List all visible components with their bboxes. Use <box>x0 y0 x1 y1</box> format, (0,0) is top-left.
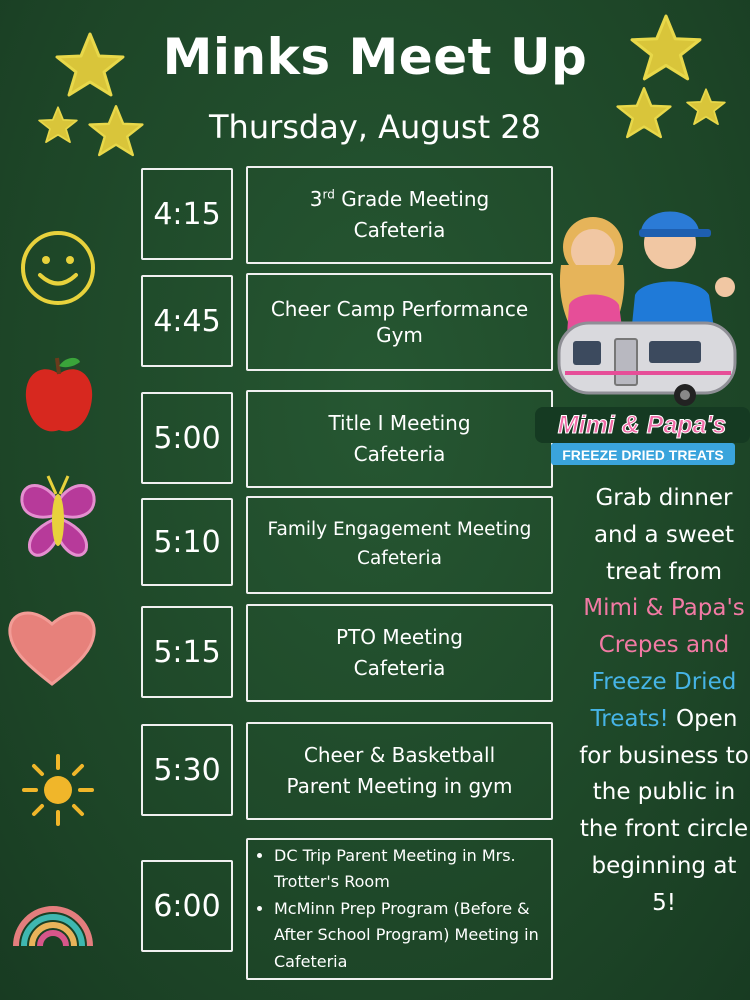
promo-vendor-name: Mimi & Papa's Crepes and <box>583 595 745 659</box>
butterfly-icon <box>16 472 100 564</box>
event-title: Cheer & Basketball <box>303 743 496 767</box>
time-box <box>141 275 233 367</box>
promo-details: Open for business to the public in the front circle beginning at 5! <box>579 705 749 916</box>
apple-icon <box>22 352 96 438</box>
event-box <box>246 166 553 264</box>
event-box <box>246 604 553 702</box>
sun-icon <box>18 748 98 828</box>
event-date: Thursday, August 28 <box>208 108 541 146</box>
event-location: Parent Meeting in gym <box>286 774 513 798</box>
time-box <box>141 606 233 698</box>
promo-text <box>578 480 750 922</box>
event-title: 3rd Grade Meeting <box>309 187 490 211</box>
event-location: Cafeteria <box>353 218 446 242</box>
logo-tagline: FREEZE DRIED TREATS <box>562 447 724 463</box>
event-box <box>246 838 553 980</box>
event-location: Gym <box>376 323 423 347</box>
page-title: Minks Meet Up <box>162 28 588 86</box>
vendor-illustration <box>535 195 750 470</box>
time-box <box>141 860 233 952</box>
event-box <box>246 390 553 488</box>
time-box <box>141 392 233 484</box>
event-title: Title I Meeting <box>328 411 471 435</box>
list-item: • McMinn Prep Program (Before & After School Program) Meeting in Cafeteria <box>274 896 551 975</box>
time-label: 6:00 <box>153 888 221 924</box>
event-title: Cheer Camp Performance <box>270 297 529 321</box>
promo-intro: Grab dinner and a sweet treat from <box>593 485 735 585</box>
event-location: Cafeteria <box>353 656 446 680</box>
event-title: Family Engagement Meeting <box>267 519 532 541</box>
rainbow-icon <box>8 880 98 950</box>
time-box <box>141 724 233 816</box>
vendor-logo <box>535 195 750 470</box>
heart-icon <box>6 604 98 688</box>
time-label: 5:00 <box>153 420 221 456</box>
time-box <box>141 498 233 586</box>
event-box <box>246 722 553 820</box>
event-location: Cafeteria <box>353 442 446 466</box>
event-location: Cafeteria <box>357 548 442 569</box>
time-label: 5:30 <box>153 752 221 788</box>
list-item: • DC Trip Parent Meeting in Mrs. Trotter's Room <box>274 843 551 896</box>
time-label: 5:10 <box>153 524 221 560</box>
time-label: 5:15 <box>153 634 221 670</box>
time-label: 4:45 <box>153 303 221 339</box>
promo-treats: Freeze Dried Treats! <box>590 668 737 732</box>
event-title: PTO Meeting <box>335 625 463 649</box>
event-bullet-list <box>248 843 551 975</box>
event-box <box>246 496 553 594</box>
event-box <box>246 273 553 371</box>
logo-name: Mimi & Papa's <box>557 411 727 439</box>
time-box <box>141 168 233 260</box>
smiley-icon <box>18 228 98 308</box>
time-label: 4:15 <box>153 196 221 232</box>
